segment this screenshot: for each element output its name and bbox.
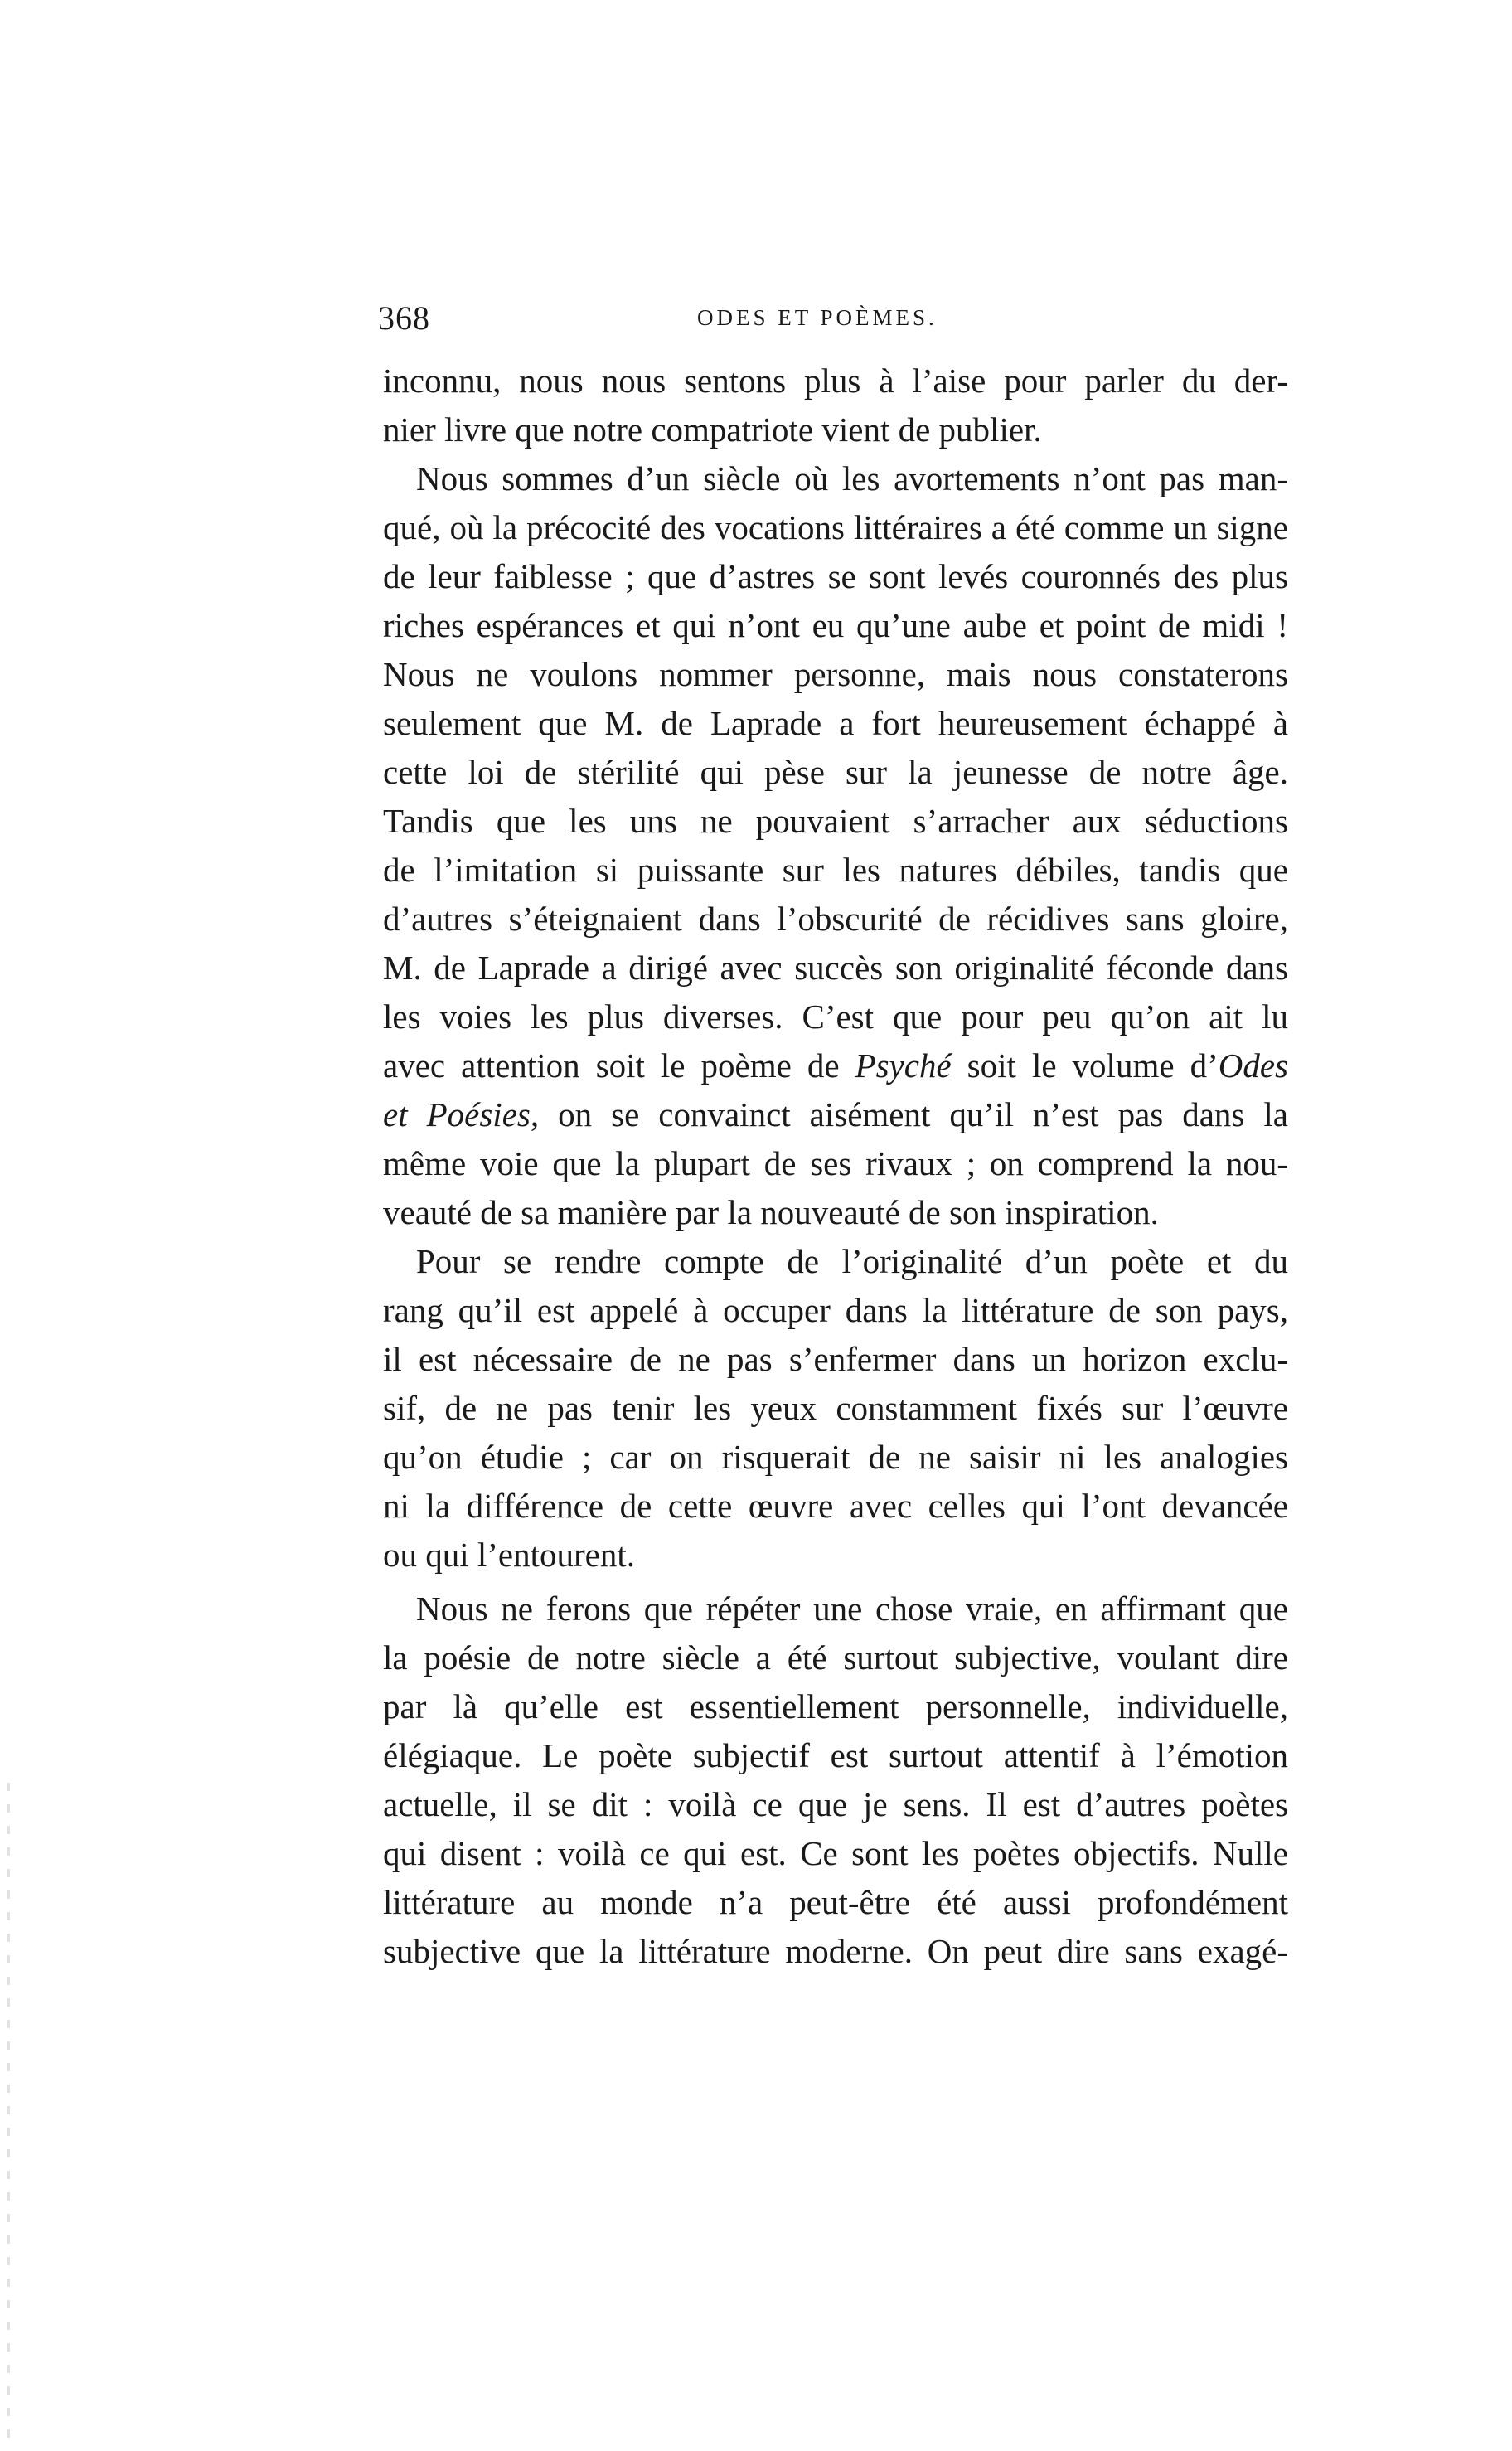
text-line: élégiaque. Le poète subjectif est surtout attentif à l’émotion <box>383 1736 1288 1774</box>
running-title: ODES ET POÈMES. <box>697 305 938 330</box>
text-line: actuelle, il se dit : voilà ce que je sens. Il est d’autres poètes <box>383 1785 1288 1823</box>
text-line: littérature au monde n’a peut-être été aussi profondément <box>383 1883 1288 1921</box>
page-number: 368 <box>378 299 430 337</box>
text-line: M. de Laprade a dirigé avec succès son originalité féconde dans <box>383 949 1288 987</box>
text-line: seulement que M. de Laprade a fort heureusement échappé à <box>383 704 1288 742</box>
page-header <box>378 298 1290 348</box>
text-line: inconnu, nous nous sentons plus à l’aise pour parler du der- <box>383 362 1288 400</box>
text-line: même voie que la plupart de ses rivaux ; on comprend la nou- <box>383 1144 1288 1182</box>
text-line-with-italics <box>383 1041 1288 1090</box>
text-line: Nous ne ferons que répéter une chose vraie, en affirmant que <box>416 1590 1288 1628</box>
text-line: Nous sommes d’un siècle où les avortements n’ont pas man- <box>416 459 1288 497</box>
text-line: Tandis que les uns ne pouvaient s’arracher aux séductions <box>383 802 1288 840</box>
text-line: de l’imitation si puissante sur les natures débiles, tandis que <box>383 851 1288 889</box>
text-line: rang qu’il est appelé à occuper dans la littérature de son pays, <box>383 1291 1288 1329</box>
text-line: sif, de ne pas tenir les yeux constamment fixés sur l’œuvre <box>383 1389 1288 1427</box>
text-line: par là qu’elle est essentiellement personnelle, individuelle, <box>383 1687 1288 1725</box>
text-line: ou qui l’entourent. <box>383 1536 636 1574</box>
text-line: Nous ne voulons nommer personne, mais nous constaterons <box>383 655 1288 693</box>
text-line-with-italics <box>383 1090 1288 1139</box>
text-line: cette loi de stérilité qui pèse sur la jeunesse de notre âge. <box>383 753 1288 791</box>
text-line: ni la différence de cette œuvre avec celles qui l’ont devancée <box>383 1487 1288 1525</box>
text-line: la poésie de notre siècle a été surtout subjective, voulant dire <box>383 1638 1288 1677</box>
text-segment: , on se convainct aisément qu’il n’est pas dans la <box>530 1095 1288 1133</box>
body-text <box>383 357 1288 1976</box>
text-line: veauté de sa manière par la nouveauté de son inspiration. <box>383 1193 1159 1231</box>
text-line: de leur faiblesse ; que d’astres se sont levés couronnés des plus <box>383 557 1288 595</box>
work-title-psyche: Psyché <box>855 1046 952 1085</box>
text-segment: soit le volume d’ <box>951 1046 1219 1085</box>
text-line: d’autres s’éteignaient dans l’obscurité de récidives sans gloire, <box>383 900 1288 938</box>
text-line: qué, où la précocité des vocations littéraires a été comme un signe <box>383 508 1288 546</box>
work-title-odes: Odes <box>1218 1046 1288 1085</box>
text-line: qui disent : voilà ce qui est. Ce sont les poètes objectifs. Nulle <box>383 1834 1288 1872</box>
text-line: Pour se rendre compte de l’originalité d’un poète et du <box>416 1242 1288 1280</box>
text-line: riches espérances et qui n’ont eu qu’une aube et point de midi ! <box>383 606 1288 644</box>
scan-margin-artifact <box>7 1783 10 2446</box>
text-line: il est nécessaire de ne pas s’enfermer dans un horizon exclu- <box>383 1340 1288 1378</box>
text-line: nier livre que notre compatriote vient de publier. <box>383 410 1042 449</box>
text-line: qu’on étudie ; car on risquerait de ne saisir ni les analogies <box>383 1438 1288 1476</box>
text-line: subjective que la littérature moderne. On peut dire sans exagé- <box>383 1932 1288 1970</box>
work-title-poesies: et Poésies <box>383 1095 531 1133</box>
text-segment: avec attention soit le poème de <box>383 1046 855 1085</box>
text-line: les voies les plus diverses. C’est que pour peu qu’on ait lu <box>383 997 1288 1036</box>
